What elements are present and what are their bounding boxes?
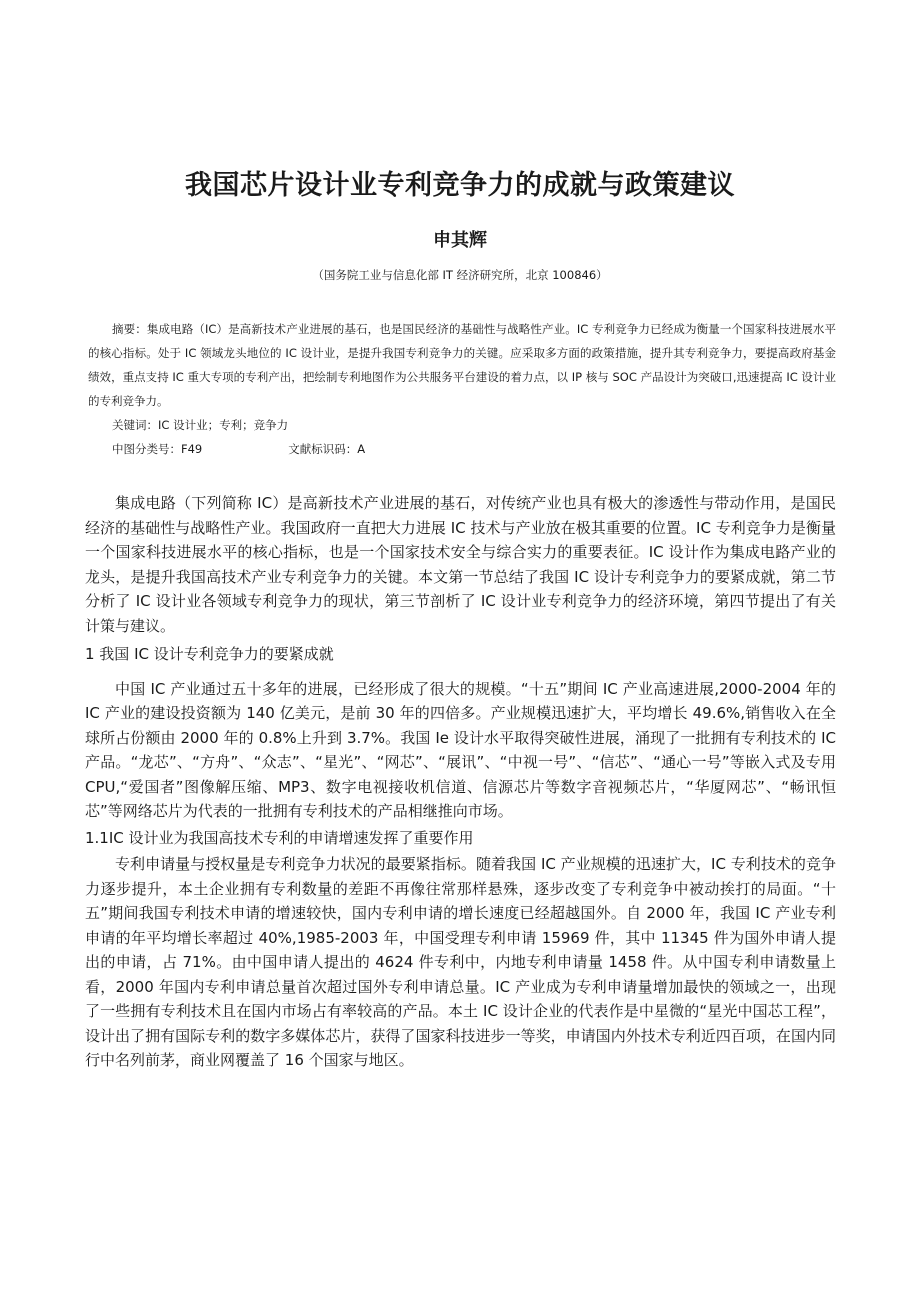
section-1 (85, 677, 836, 824)
classification-number: 中图分类号：F49 (112, 442, 203, 456)
author-name: 申其辉 (433, 230, 487, 251)
section-1-heading: 1 我国 IC 设计专利竞争力的要紧成就 (85, 645, 334, 663)
author-affiliation: （国务院工业与信息化部 IT 经济研究所，北京 100846） (312, 268, 608, 282)
section-1-1-paragraph: 专利申请量与授权量是专利竞争力状况的最要紧指标。随着我国 IC 产业规模的迅速扩大，IC 专利技术的竞争力逐步提升，本土企业拥有专利数量的差距不再像往常那样悬殊，逐步改变了专利竞争中被动挨打的局面。“十五”期间我国专利技术申请的增速较快，国内专利申请的增长速度已经超越国外。自 2000 年，我国 IC 产业专利申请的年平均增长率超过 40%,1985-2003 年，中国受理专利申请 15969 件，其中 11345 件为国外申请人提出的申请，占 71%。由中国申请人提出的 4624 件专利中，内地专利申请量 1458 件。从中国专利申请数量上看，2000 年国内专利申请总量首次超过国外专利申请总量。IC 产业成为专利申请量增加最快的领域之一，出现了一些拥有专利技术且在国内市场占有率较高的产品。本土 IC 设计企业的代表作是中星微的“星光中国芯工程”，设计出了拥有国际专利的数字多媒体芯片，获得了国家科技进步一等奖，申请国内外技术专利近四百项，在国内同行中名列前茅，商业网覆盖了 16 个国家与地区。 (85, 855, 836, 1069)
keywords: 关键词：IC 设计业；专利；竞争力 (112, 418, 289, 432)
document-code: 文献标识码：A (288, 442, 366, 456)
document-title: 我国芯片设计业专利竞争力的成就与政策建议 (185, 170, 735, 201)
intro-paragraph: 集成电路（下列简称 IC）是高新技术产业进展的基石，对传统产业也具有极大的渗透性与带动作用，是国民经济的基础性与战略性产业。我国政府一直把大力进展 IC 技术与产业放在极其重要的位置。IC 专利竞争力是衡量一个国家科技进展水平的核心指标，也是一个国家技术安全与综合实力的重要表征。IC 设计作为集成电路产业的龙头，是提升我国高技术产业专利竞争力的关键。本文第一节总结了我国 IC 设计专利竞争力的要紧成就，第二节分析了 IC 设计业各领域专利竞争力的现状，第三节剖析了 IC 设计业专利竞争力的经济环境，第四节提出了有关计策与建议。 (85, 494, 836, 635)
section-1-1-heading: 1.1IC 设计业为我国高技术专利的申请增速发挥了重要作用 (85, 828, 474, 847)
section-1-heading-wrap (85, 642, 836, 667)
section-1-1 (85, 852, 836, 1073)
section-1-1-heading-wrap (85, 826, 836, 851)
section-1-paragraph: 中国 IC 产业通过五十多年的进展，已经形成了很大的规模。“十五”期间 IC 产业高速进展,2000-2004 年的 IC 产业的建设投资额为 140 亿美元，是前 30 年的四倍多。产业规模迅速扩大，平均增长 49.6%,销售收入在全球所占份额由 2000 年的 0.8%上升到 3.7%。我国 Ie 设计水平取得突破性进展，涌现了一批拥有专利技术的 IC 产品。“龙芯”、“方舟”、“众志”、“星光”、“网芯”、“展讯”、“中视一号”、“信芯”、“通心一号”等嵌入式及专用 CPU,“爱国者”图像解压缩、MP3、数字电视接收机信道、信源芯片等数字音视频芯片，“华厦网芯”、“畅讯恒芯”等网络芯片为代表的一批拥有专利技术的产品相继推向市场。 (85, 679, 836, 820)
abstract: 摘要：集成电路（IC）是高新技术产业进展的基石，也是国民经济的基础性与战略性产业。IC 专利竞争力已经成为衡量一个国家科技进展水平的核心指标。处于 IC 领域龙头地位的 IC 设计业，是提升我国专利竞争力的关键。应采取多方面的政策措施，提升其专利竞争力，要提高政府基金绩效，重点支持 IC 重大专项的专利产出，把绘制专利地图作为公共服务平台建设的着力点，以 IP 核与 SOC 产品设计为突破口,迅速提高 IC 设计业的专利竞争力。 (88, 322, 836, 408)
classification-line (112, 437, 920, 461)
intro-section (85, 491, 836, 638)
